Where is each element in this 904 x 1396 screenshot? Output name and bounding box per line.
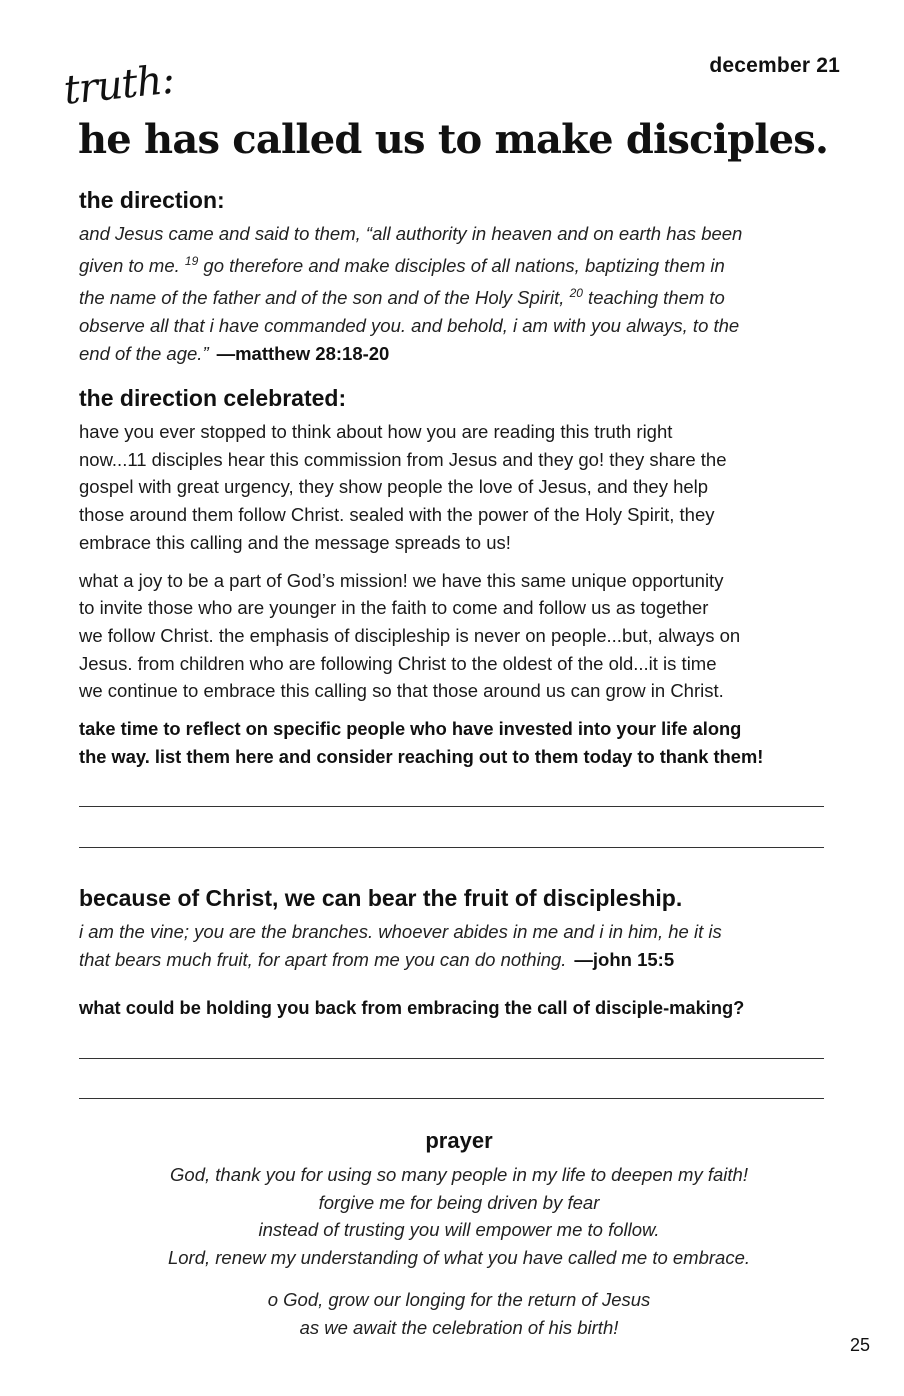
scripture-reference: —john 15:5: [574, 948, 675, 970]
paragraph-line: to invite those who are younger in the faith to come and follow us as together: [79, 597, 709, 619]
scripture-line: end of the age.”: [79, 342, 209, 364]
fruit-section: [79, 884, 839, 1021]
direction-section: [79, 186, 839, 367]
prayer-line: forgive me for being driven by fear: [318, 1191, 600, 1213]
paragraph-line: we continue to embrace this calling so that those around us can grow in Christ.: [79, 680, 724, 702]
scripture-line: observe all that i have commanded you. and behold, i am with you always, to the: [79, 314, 740, 336]
paragraph-line: embrace this calling and the message spreads to us!: [79, 531, 511, 553]
scripture-line: and Jesus came and said to them, “all authority in heaven and on earth has been: [79, 223, 743, 244]
page-title: he has called us to make disciples.: [78, 116, 829, 163]
fruit-scripture: [79, 918, 839, 974]
scripture-line: i am the vine; you are the branches. whoever abides in me and i in him, he it is: [79, 921, 722, 942]
paragraph-line: have you ever stopped to think about how you are reading this truth right: [79, 421, 673, 442]
direction-scripture: [79, 220, 839, 367]
paragraph-line: Jesus. from children who are following Christ to the oldest of the old...it is time: [79, 652, 717, 674]
verse-number: 19: [184, 253, 199, 268]
celebrated-heading: the direction celebrated:: [79, 385, 347, 411]
celebrated-paragraph-2: [79, 567, 839, 706]
verse-number: 20: [569, 285, 583, 300]
paragraph-line: what a joy to be a part of God’s mission! we have this same unique opportunity: [79, 569, 724, 591]
celebrated-paragraph-1: [79, 418, 839, 557]
prayer-line: Lord, renew my understanding of what you have called me to embrace.: [167, 1247, 751, 1269]
holding-back-prompt: what could be holding you back from embracing the call of disciple-making?: [79, 996, 745, 1018]
prayer-line: instead of trusting you will empower me to follow.: [258, 1219, 660, 1241]
prompt-line: take time to reflect on specific people who have invested into your life along: [79, 718, 742, 740]
direction-heading: the direction:: [79, 187, 225, 213]
paragraph-line: we follow Christ. the emphasis of discipleship is never on people...but, always on: [79, 624, 741, 646]
scripture-reference: —matthew 28:18-20: [216, 342, 390, 364]
prayer-line: o God, grow our longing for the return of Jesus: [267, 1288, 651, 1310]
scripture-line: teaching them to: [582, 286, 725, 308]
paragraph-line: gospel with great urgency, they show people the love of Jesus, and they help: [79, 476, 709, 498]
scripture-line: that bears much fruit, for apart from me you can do nothing.: [79, 948, 567, 970]
scripture-line: go therefore and make disciples of all nations, baptizing them in: [198, 254, 725, 276]
writing-line[interactable]: [79, 847, 824, 848]
scripture-line: the name of the father and of the son and of the Holy Spirit,: [79, 286, 565, 308]
writing-line[interactable]: [79, 1058, 824, 1059]
paragraph-line: now...11 disciples hear this commission from Jesus and they go! they share the: [79, 448, 727, 470]
prayer-line: God, thank you for using so many people in my life to deepen my faith!: [170, 1164, 748, 1185]
prayer-line: as we await the celebration of his birth!: [299, 1316, 619, 1338]
page-number: 25: [849, 1335, 870, 1355]
fruit-heading: because of Christ, we can bear the fruit of discipleship.: [79, 885, 683, 911]
paragraph-line: those around them follow Christ. sealed with the power of the Holy Spirit, they: [79, 504, 715, 526]
celebrated-section: [79, 384, 839, 770]
prompt-line: the way. list them here and consider reaching out to them today to thank them!: [79, 745, 764, 767]
writing-line[interactable]: [79, 1098, 824, 1099]
date-label: december 21: [709, 54, 840, 77]
truth-script-label: truth:: [61, 56, 177, 114]
writing-line[interactable]: [79, 806, 824, 807]
prayer-section: [79, 1127, 839, 1341]
prayer-heading: prayer: [425, 1128, 493, 1153]
reflection-prompt: [79, 715, 839, 770]
scripture-line: given to me.: [79, 254, 180, 276]
